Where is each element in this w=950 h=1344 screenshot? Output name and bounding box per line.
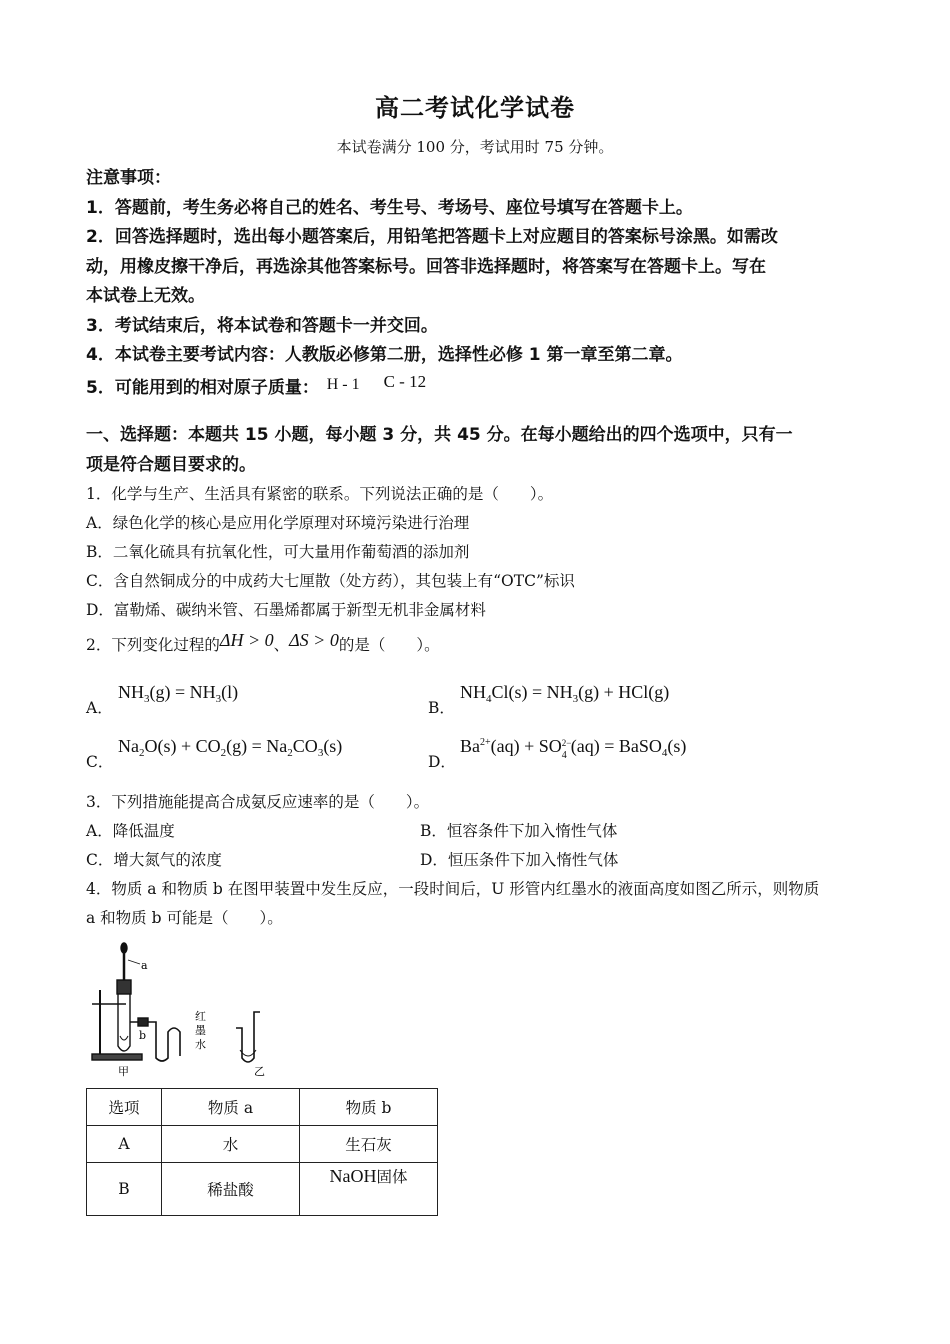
label-b: b (139, 1029, 147, 1042)
label-a: a (141, 959, 148, 972)
note-item: 4．本试卷主要考试内容：人教版必修第二册，选择性必修 1 第一章至第二章。 (86, 345, 683, 365)
note-item: 2．回答选择题时，选出每小题答案后，用铅笔把答题卡上对应题目的答案标号涂黑。如需改 (86, 227, 778, 247)
section-heading: 一、选择题：本题共 15 小题，每小题 3 分，共 45 分。在每小题给出的四个选项中，只有一 项是符合题目要求的。 (86, 425, 793, 475)
table-row (87, 1163, 438, 1216)
delta-h-condition: ΔH > 0 (219, 630, 274, 650)
table-header: 物质 b (300, 1089, 438, 1126)
option-b: B．二氧化硫具有抗氧化性，可大量用作葡萄酒的添加剂 (86, 543, 470, 561)
apparatus-figure (84, 938, 284, 1080)
equation-d: $Ba^{2+}(aq)$ + SO 2− 4 (aq) = BaSO$_4$(s) (460, 736, 687, 761)
note-item: 本试卷上无效。 (86, 286, 205, 306)
question-3-stem: 3．下列措施能提高合成氨反应速率的是（ ）。 (86, 793, 430, 811)
table-cell: B (87, 1163, 162, 1216)
option-c-label: C． (86, 753, 114, 771)
options-table (86, 1088, 438, 1216)
page-title: 高二考试化学试卷 (375, 94, 575, 122)
naoh-formula: NaOH (329, 1166, 377, 1186)
table-cell: 水 (162, 1126, 300, 1163)
stand-base (92, 1054, 142, 1060)
label-jia: 甲 (118, 1065, 129, 1078)
stopper (117, 980, 131, 994)
table-header: 选项 (87, 1089, 162, 1126)
option-b-label: B． (428, 699, 455, 717)
atomic-mass-h: H - 1 (326, 375, 360, 393)
note-item: 1．答题前，考生务必将自己的姓名、考生号、考场号、座位号填写在答题卡上。 (86, 197, 693, 218)
question-1 (86, 480, 575, 625)
note-item: 动，用橡皮擦干净后，再选涂其他答案标号。回答非选择题时，将答案写在答题卡上。写在 (86, 256, 766, 277)
table-cell: NaOH固体 (300, 1163, 438, 1216)
label-ink-3: 水 (195, 1038, 206, 1051)
table-cell: A (87, 1126, 162, 1163)
label-ink-2: 墨 (195, 1024, 206, 1037)
table-header-row (87, 1089, 438, 1126)
note-item: 3．考试结束后，将本试卷和答题卡一并交回。 (86, 315, 438, 336)
table-row (87, 1126, 438, 1163)
test-tube (118, 994, 130, 1051)
notes-heading: 注意事项： (86, 168, 171, 188)
notes-block (86, 164, 866, 403)
note-item: 5．可能用到的相对原子质量： H - 1 C - 12 (86, 371, 427, 398)
option-c: C．增大氮气的浓度 (86, 851, 222, 869)
question-2-stem: 2．下列变化过程的ΔH > 0、ΔS > 0的是（ ）。 (86, 630, 440, 654)
option-a: A．绿色化学的核心是应用化学原理对环境污染进行治理 (86, 514, 470, 532)
option-a-label: A． (86, 699, 113, 717)
option-b: B．恒容条件下加入惰性气体 (420, 822, 618, 840)
dropper-bulb (121, 943, 127, 953)
option-d: D．恒压条件下加入惰性气体 (420, 851, 619, 869)
tube-joint (138, 1018, 148, 1026)
exam-info: 本试卷满分 100 分，考试用时 75 分钟。 (336, 138, 614, 156)
option-c: C．含自然铜成分的中成药大七厘散（处方药），其包装上有“OTC”标识 (86, 572, 575, 590)
u-tube (236, 1012, 260, 1062)
option-d-label: D． (428, 753, 456, 771)
question-4-stem: 4．物质 a 和物质 b 在图甲装置中发生反应，一段时间后，U 形管内红墨水的液面高度如图乙所示，则物质 a 和物质 b 可能是（ ）。 (86, 880, 820, 927)
option-d: D．富勒烯、碳纳米管、石墨烯都属于新型无机非金属材料 (86, 601, 486, 619)
equation-b: $NH_4Cl(s) = NH_3(g) + HCl(g)$ (460, 682, 670, 705)
table-header: 物质 a (162, 1089, 300, 1126)
label-ink-1: 红 (195, 1010, 206, 1023)
label-yi: 乙 (254, 1065, 265, 1078)
table-cell: 稀盐酸 (162, 1163, 300, 1216)
question-stem: 1．化学与生产、生活具有紧密的联系。下列说法正确的是（ ）。 (86, 485, 554, 503)
equation-c: $Na_2O(s) + CO_2(g) = Na_2CO_3(s)$ (118, 736, 343, 759)
atomic-mass-c: C - 12 (383, 371, 427, 391)
equation-a: $NH_3(g) = NH_3(l)$ (118, 682, 239, 705)
option-a: A．降低温度 (86, 822, 175, 840)
delta-s-condition: ΔS > 0 (289, 630, 339, 650)
table-cell: 生石灰 (300, 1126, 438, 1163)
